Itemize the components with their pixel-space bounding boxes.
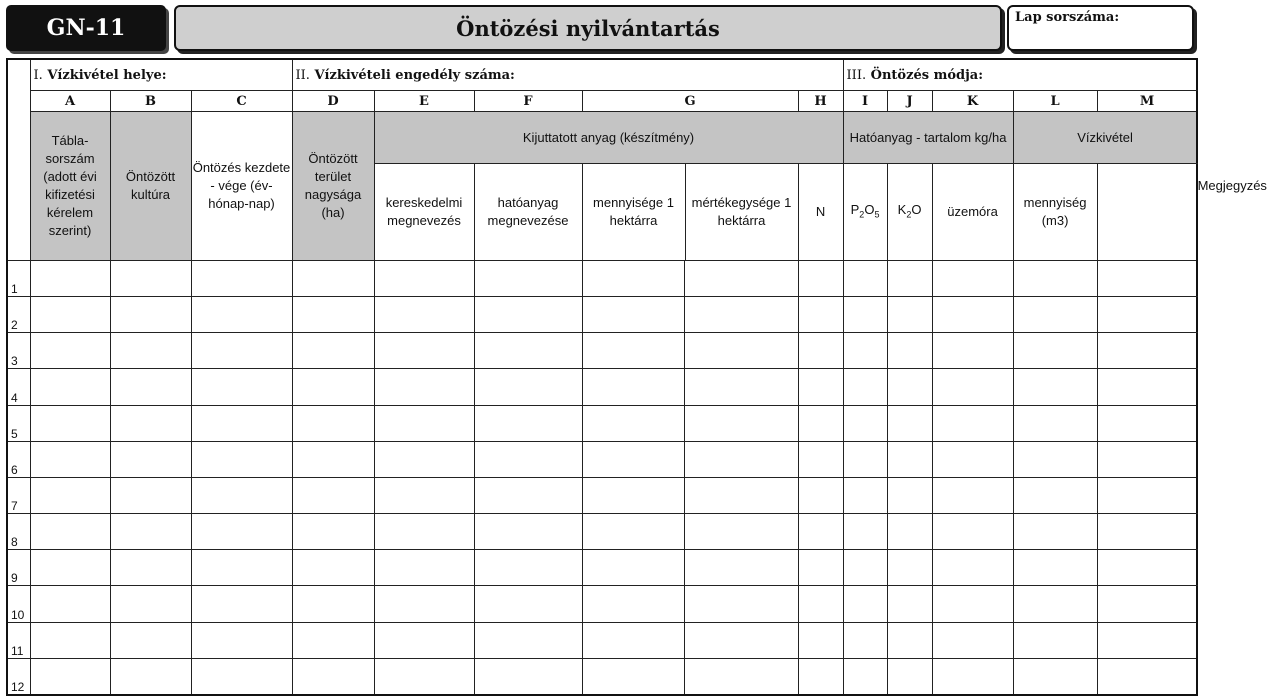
table-row — [7, 260, 1197, 296]
row-number: 6 — [7, 441, 30, 477]
irrigation-method-field[interactable] — [843, 59, 1197, 91]
table-cell[interactable] — [1013, 405, 1097, 441]
table-cell[interactable] — [110, 658, 191, 695]
section-i-number: I. — [33, 67, 43, 83]
table-cell[interactable] — [887, 260, 932, 296]
header-water-quantity: mennyiség (m3) — [1013, 164, 1097, 260]
page-number-label: Lap sorszáma: — [1015, 10, 1120, 25]
table-cell[interactable] — [932, 550, 1013, 586]
table-cell[interactable] — [1097, 477, 1197, 513]
table-cell[interactable] — [1097, 405, 1197, 441]
table-cell[interactable] — [191, 477, 292, 513]
table-cell[interactable] — [932, 622, 1013, 658]
table-cell[interactable] — [932, 477, 1013, 513]
table-cell[interactable] — [292, 658, 374, 695]
table-cell[interactable] — [798, 441, 843, 477]
table-cell[interactable] — [887, 658, 932, 695]
form-title: Öntözési nyilvántartás — [174, 5, 1002, 51]
table-cell[interactable] — [474, 297, 582, 333]
table-cell[interactable] — [474, 622, 582, 658]
table-cell[interactable] — [1013, 622, 1097, 658]
table-cell[interactable] — [110, 514, 191, 550]
table-cell[interactable] — [684, 658, 798, 695]
table-cell[interactable] — [191, 658, 292, 695]
table-cell[interactable] — [110, 260, 191, 296]
table-cell[interactable] — [374, 514, 474, 550]
table-cell[interactable] — [191, 622, 292, 658]
table-cell[interactable] — [30, 260, 110, 296]
table-cell[interactable] — [684, 369, 798, 405]
table-cell[interactable] — [292, 260, 374, 296]
table-cell[interactable] — [887, 622, 932, 658]
table-cell[interactable] — [582, 441, 684, 477]
table-cell[interactable] — [843, 586, 887, 622]
table-cell[interactable] — [887, 405, 932, 441]
table-cell[interactable] — [191, 514, 292, 550]
header-crop: Öntözött kultúra — [110, 112, 191, 261]
table-cell[interactable] — [843, 405, 887, 441]
header-water-intake: Vízkivétel — [1013, 112, 1197, 164]
header-applied-material: Kijuttatott anyag (készítmény) — [374, 112, 843, 164]
table-cell[interactable] — [932, 260, 1013, 296]
table-cell[interactable] — [798, 622, 843, 658]
section-ii-number: II. — [295, 67, 310, 83]
table-cell[interactable] — [684, 260, 798, 296]
row-number: 11 — [7, 622, 30, 658]
table-cell[interactable] — [191, 586, 292, 622]
table-row — [7, 441, 1197, 477]
table-cell[interactable] — [798, 405, 843, 441]
table-cell[interactable] — [843, 333, 887, 369]
table-cell[interactable] — [374, 477, 474, 513]
table-cell[interactable] — [1013, 514, 1097, 550]
table-cell[interactable] — [684, 586, 798, 622]
table-cell[interactable] — [1013, 369, 1097, 405]
col-letter-m: M — [1097, 91, 1197, 112]
table-cell[interactable] — [684, 441, 798, 477]
table-cell[interactable] — [887, 333, 932, 369]
table-cell[interactable] — [1013, 297, 1097, 333]
table-cell[interactable] — [292, 333, 374, 369]
table-cell[interactable] — [30, 658, 110, 695]
table-cell[interactable] — [1097, 297, 1197, 333]
table-cell[interactable] — [582, 405, 684, 441]
col-letter-j: J — [887, 91, 932, 112]
table-cell[interactable] — [843, 477, 887, 513]
col-letter-d: D — [292, 91, 374, 112]
header-phosphorus: $P_2O_5$ — [843, 164, 887, 260]
row-number: 4 — [7, 369, 30, 405]
table-cell[interactable] — [374, 550, 474, 586]
table-cell[interactable] — [1013, 333, 1097, 369]
table-cell[interactable] — [292, 297, 374, 333]
table-cell[interactable] — [1013, 441, 1097, 477]
header-potassium: $K_2O$ — [887, 164, 932, 260]
header-operating-hours: üzemóra — [932, 164, 1013, 260]
row-number: 2 — [7, 297, 30, 333]
col-letter-f: F — [474, 91, 582, 112]
header-active-ingredient-name: hatóanyag megnevezése — [474, 164, 582, 260]
row-number: 12 — [7, 658, 30, 695]
table-cell[interactable] — [110, 405, 191, 441]
table-cell[interactable] — [932, 333, 1013, 369]
table-cell[interactable] — [1097, 260, 1197, 296]
table-cell[interactable] — [474, 550, 582, 586]
table-cell[interactable] — [474, 333, 582, 369]
table-cell[interactable] — [582, 514, 684, 550]
table-cell[interactable] — [292, 514, 374, 550]
irrigation-register-table: I. Vízkivétel helye: II. Vízkivételi engedély száma: III. Öntözés módja: A B C D E F G H I J K L M Tábla-sorszám (adott évi kifizetési kérelem szerint) Öntözött kultúra Öntözés kezdete - vége (év-hónap-nap) Öntözött terület nagysága (ha) Kijuttatott anyag (készítmény) Hatóanyag - tartalom kg/ha Vízkivétel Megjegyzés kereskedelmi megnevezés hatóanyag megnevezése mennyisége 1 hektárra mértékegysége 1 hektárra N $P_2O_5$ $K_2O$ üzemóra mennyiség (m3) 1 2 3 4 5 6 7 8 9 10 11 12 — [6, 58, 1198, 696]
table-cell[interactable] — [191, 333, 292, 369]
row-number: 10 — [7, 586, 30, 622]
table-cell[interactable] — [932, 586, 1013, 622]
table-cell[interactable] — [798, 477, 843, 513]
row-number-header — [7, 59, 30, 260]
table-cell[interactable] — [1013, 260, 1097, 296]
table-cell[interactable] — [374, 622, 474, 658]
table-cell[interactable] — [582, 622, 684, 658]
table-cell[interactable] — [292, 441, 374, 477]
table-cell[interactable] — [474, 441, 582, 477]
section-iii-number: III. — [846, 67, 867, 83]
row-number: 9 — [7, 550, 30, 586]
water-permit-number-field[interactable] — [292, 59, 843, 91]
header-trade-name: kereskedelmi megnevezés — [374, 164, 474, 260]
table-cell[interactable] — [374, 405, 474, 441]
table-cell[interactable] — [474, 586, 582, 622]
table-cell[interactable] — [292, 622, 374, 658]
table-cell[interactable] — [1013, 550, 1097, 586]
table-cell[interactable] — [887, 369, 932, 405]
table-cell[interactable] — [292, 369, 374, 405]
table-cell[interactable] — [110, 369, 191, 405]
table-cell[interactable] — [798, 369, 843, 405]
table-cell[interactable] — [474, 405, 582, 441]
table-cell[interactable] — [374, 333, 474, 369]
table-cell[interactable] — [191, 405, 292, 441]
table-cell[interactable] — [191, 441, 292, 477]
table-cell[interactable] — [30, 333, 110, 369]
table-cell[interactable] — [843, 441, 887, 477]
header-quantity-per-hectare: mennyisége 1 hektárra — [583, 164, 686, 259]
table-cell[interactable] — [374, 658, 474, 695]
table-cell[interactable] — [110, 477, 191, 513]
table-cell[interactable] — [582, 297, 684, 333]
table-cell[interactable] — [191, 260, 292, 296]
table-cell[interactable] — [374, 441, 474, 477]
table-cell[interactable] — [582, 658, 684, 695]
table-cell[interactable] — [1097, 550, 1197, 586]
table-cell[interactable] — [1097, 658, 1197, 695]
table-row — [7, 405, 1197, 441]
col-letter-h: H — [798, 91, 843, 112]
table-cell[interactable] — [30, 297, 110, 333]
table-cell[interactable] — [798, 333, 843, 369]
table-cell[interactable] — [1013, 477, 1097, 513]
table-cell[interactable] — [110, 550, 191, 586]
table-cell[interactable] — [582, 550, 684, 586]
table-cell[interactable] — [798, 297, 843, 333]
table-cell[interactable] — [474, 260, 582, 296]
table-cell[interactable] — [843, 550, 887, 586]
table-cell[interactable] — [110, 441, 191, 477]
table-cell[interactable] — [1097, 622, 1197, 658]
table-cell[interactable] — [30, 622, 110, 658]
table-row — [7, 586, 1197, 622]
table-cell[interactable] — [684, 297, 798, 333]
table-cell[interactable] — [843, 369, 887, 405]
table-cell[interactable] — [582, 586, 684, 622]
water-permit-number-label: Vízkivételi engedély száma: — [314, 67, 515, 83]
table-cell[interactable] — [474, 369, 582, 405]
table-cell[interactable] — [1097, 369, 1197, 405]
table-cell[interactable] — [374, 297, 474, 333]
table-cell[interactable] — [798, 658, 843, 695]
table-cell[interactable] — [684, 514, 798, 550]
table-cell[interactable] — [1097, 441, 1197, 477]
row-number: 5 — [7, 405, 30, 441]
col-letter-e: E — [374, 91, 474, 112]
table-row — [7, 369, 1197, 405]
table-cell[interactable] — [684, 477, 798, 513]
table-cell[interactable] — [932, 405, 1013, 441]
table-cell[interactable] — [30, 369, 110, 405]
col-letter-g: G — [582, 91, 798, 112]
header-irrigated-area: Öntözött terület nagysága (ha) — [292, 112, 374, 261]
table-cell[interactable] — [110, 297, 191, 333]
table-cell[interactable] — [798, 586, 843, 622]
table-cell[interactable] — [582, 477, 684, 513]
table-cell[interactable] — [932, 441, 1013, 477]
table-cell[interactable] — [798, 550, 843, 586]
table-cell[interactable] — [887, 550, 932, 586]
table-cell[interactable] — [30, 441, 110, 477]
col-letter-c: C — [191, 91, 292, 112]
table-cell[interactable] — [887, 477, 932, 513]
table-cell[interactable] — [843, 297, 887, 333]
table-cell[interactable] — [684, 550, 798, 586]
table-cell[interactable] — [292, 477, 374, 513]
table-cell[interactable] — [191, 369, 292, 405]
table-cell[interactable] — [110, 586, 191, 622]
table-cell[interactable] — [887, 441, 932, 477]
table-cell[interactable] — [582, 369, 684, 405]
table-cell[interactable] — [932, 514, 1013, 550]
water-intake-location-field[interactable] — [30, 59, 292, 91]
page-number-field[interactable] — [1007, 5, 1194, 51]
table-cell[interactable] — [887, 297, 932, 333]
header-parcel-number: Tábla-sorszám (adott évi kifizetési kérelem szerint) — [30, 112, 110, 261]
irrigation-method-label: Öntözés módja: — [870, 67, 984, 83]
table-cell[interactable] — [191, 550, 292, 586]
table-cell[interactable] — [684, 622, 798, 658]
table-cell[interactable] — [30, 405, 110, 441]
water-intake-location-label: Vízkivétel helye: — [47, 67, 167, 83]
table-cell[interactable] — [110, 622, 191, 658]
row-number: 1 — [7, 260, 30, 296]
table-row — [7, 514, 1197, 550]
table-cell[interactable] — [1097, 333, 1197, 369]
table-cell[interactable] — [374, 260, 474, 296]
table-cell[interactable] — [1097, 514, 1197, 550]
table-cell[interactable] — [1097, 586, 1197, 622]
table-cell[interactable] — [932, 369, 1013, 405]
header-unit-per-hectare: mértékegysége 1 hektárra — [691, 195, 792, 229]
table-cell[interactable] — [292, 405, 374, 441]
table-cell[interactable] — [932, 297, 1013, 333]
table-cell[interactable] — [582, 260, 684, 296]
table-cell[interactable] — [843, 658, 887, 695]
table-cell[interactable] — [474, 514, 582, 550]
table-cell[interactable] — [30, 550, 110, 586]
table-cell[interactable] — [887, 514, 932, 550]
header-nitrogen: N — [798, 164, 843, 260]
table-cell[interactable] — [843, 260, 887, 296]
table-cell[interactable] — [582, 333, 684, 369]
table-cell[interactable] — [798, 514, 843, 550]
row-number: 8 — [7, 514, 30, 550]
table-cell[interactable] — [191, 297, 292, 333]
row-number: 3 — [7, 333, 30, 369]
table-cell[interactable] — [887, 586, 932, 622]
table-cell[interactable] — [843, 622, 887, 658]
table-cell[interactable] — [798, 260, 843, 296]
row-number: 7 — [7, 477, 30, 513]
table-cell[interactable] — [30, 514, 110, 550]
table-cell[interactable] — [292, 586, 374, 622]
table-row — [7, 550, 1197, 586]
table-cell[interactable] — [30, 586, 110, 622]
header-g-group — [582, 164, 798, 260]
col-letter-b: B — [110, 91, 191, 112]
header-active-ingredient-content: Hatóanyag - tartalom kg/ha — [843, 112, 1013, 164]
table-cell[interactable] — [684, 405, 798, 441]
col-letter-a: A — [30, 91, 110, 112]
table-cell[interactable] — [474, 658, 582, 695]
table-cell[interactable] — [843, 514, 887, 550]
table-cell[interactable] — [1013, 586, 1097, 622]
col-letter-l: L — [1013, 91, 1097, 112]
table-cell[interactable] — [374, 369, 474, 405]
header-irrigation-period: Öntözés kezdete - vége (év-hónap-nap) — [191, 112, 292, 261]
table-cell[interactable] — [932, 658, 1013, 695]
table-row — [7, 333, 1197, 369]
table-row — [7, 477, 1197, 513]
table-cell[interactable] — [110, 333, 191, 369]
table-cell[interactable] — [374, 586, 474, 622]
table-cell[interactable] — [684, 333, 798, 369]
col-letter-k: K — [932, 91, 1013, 112]
table-cell[interactable] — [292, 550, 374, 586]
table-row — [7, 658, 1197, 695]
form-code: GN-11 — [6, 5, 166, 51]
table-row — [7, 297, 1197, 333]
table-row — [7, 622, 1197, 658]
table-cell[interactable] — [1013, 658, 1097, 695]
table-cell[interactable] — [30, 477, 110, 513]
col-letter-i: I — [843, 91, 887, 112]
table-cell[interactable] — [474, 477, 582, 513]
